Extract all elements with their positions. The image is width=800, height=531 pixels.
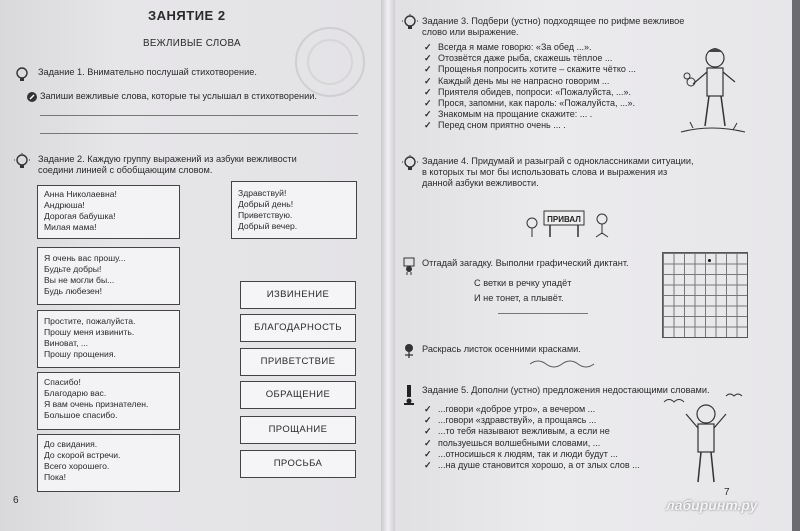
rhyme-item: ✓ Прося, запомни, как пароль: «Пожалуйста, ...». [424,98,636,109]
completion-item: ✓ ...то тебя называют вежливым, а если не [424,426,640,437]
phrase: Большое спасибо. [44,410,118,420]
answer-line[interactable] [40,115,358,116]
phrase-group-address[interactable] [37,185,180,239]
phrase-group-gratitude[interactable] [37,372,180,430]
phrase-group-farewell[interactable] [37,434,180,492]
task4-text-line3: данной азбуки вежливости. [422,178,539,188]
leaf-doodle-decoration [528,358,598,370]
watermark: лабиринт.ру [666,497,758,513]
bulb-icon [402,155,418,171]
page-number: 6 [13,495,19,506]
riddle-line2: И не тонет, а плывёт. [474,293,564,303]
rhyme-item: ✓ Перед сном приятно очень ... . [424,120,636,131]
lesson-title: ЗАНЯТИЕ 2 [148,8,226,23]
lesson-subtitle: ВЕЖЛИВЫЕ СЛОВА [143,38,241,49]
phrase: Андрюша! [44,200,85,210]
graphic-dictation-grid[interactable] [662,252,748,338]
phrase: Анна Николаевна! [44,189,117,199]
background-ornament [290,22,370,102]
rhyme-item: ✓ Отозвётся даже рыба, скажешь тёплое ... [424,53,636,64]
page-number: 7 [724,487,730,498]
rhyme-list [424,42,636,132]
phrase-group-request[interactable] [37,247,180,305]
left-page [0,0,388,531]
phrase: Будьте добры! [44,264,102,274]
phrase-group-apology[interactable] [37,310,180,368]
task1-instruction: Запиши вежливые слова, которые ты услышал в стихотворении. [40,91,317,101]
task5-text: Задание 5. Дополни (устно) предложения недостающими словами. [422,385,710,395]
phrase: Прошу меня извинить. [44,327,135,337]
pencil-bullet-icon [26,91,38,103]
grid-start-dot [708,259,711,262]
phrase: Прошу прощения. [44,349,116,359]
phrase: До свидания. [44,439,98,449]
rhyme-item: ✓ Всегда я маме говорю: «За обед ...». [424,42,636,53]
completion-item: ✓ ...на душе становится хорошо, а от злых слов ... [424,460,640,471]
label-greeting[interactable]: ПРИВЕТСТВИЕ [240,348,356,376]
paint-figure-icon [402,343,416,361]
phrase: Я очень вас прошу... [44,253,126,263]
phrase: Милая мама! [44,222,97,232]
rhyme-item: ✓ Прощенья попросить хотите – скажите чётко ... [424,64,636,75]
completion-item: ✓ ...относишься к людям, так и люди будут ... [424,449,640,460]
phrase: Будь любезен! [44,286,102,296]
bulb-question-icon [14,66,30,82]
rhyme-item: ✓ Приятеля обидев, попроси: «Пожалуйста, ...». [424,87,636,98]
task2-text-line2: соедини линией с обобщающим словом. [38,165,213,175]
task3-text-line1: Задание 3. Подбери (устно) подходящее по рифме вежливое [422,16,685,26]
task3-text-line2: слово или выражение. [422,27,519,37]
bulb-icon [14,153,30,169]
completion-list [424,404,640,471]
label-gratitude[interactable]: БЛАГОДАРНОСТЬ [240,314,356,342]
riddle-intro: Отгадай загадку. Выполни графический диктант. [422,258,629,268]
label-farewell[interactable]: ПРОЩАНИЕ [240,416,356,444]
riddle-line1: С ветки в речку упадёт [474,278,572,288]
answer-line[interactable] [498,313,588,314]
phrase-group-greeting[interactable] [231,181,357,239]
task2-text-line1: Задание 2. Каждую группу выражений из азбуки вежливости [38,154,297,164]
puzzle-figure-icon [402,257,416,275]
rhyme-item: ✓ Каждый день мы не напрасно говорим ... [424,76,636,87]
right-page [388,0,792,531]
phrase: Здравствуй! [238,188,287,198]
completion-item: ✓ ...говори «здравствуй», а прощаясь ... [424,415,640,426]
task1-text: Задание 1. Внимательно послушай стихотворение. [38,67,257,77]
paint-instruction: Раскрась листок осенними красками. [422,344,581,354]
task4-text-line1: Задание 4. Придумай и разыграй с одноклассниками ситуации, [422,156,694,166]
boy-with-flowers-illustration [673,40,753,138]
completion-item: ✓ ...говори «доброе утро», а вечером ... [424,404,640,415]
boy-with-birds-illustration [656,388,748,488]
phrase: До скорой встречи. [44,450,121,460]
rest-stop-sign-illustration [524,205,616,239]
book-spine [381,0,395,531]
label-request[interactable]: ПРОСЬБА [240,450,356,478]
phrase: Приветствую. [238,210,293,220]
answer-line[interactable] [40,133,358,134]
phrase: Добрый вечер. [238,221,298,231]
phrase: Пока! [44,472,67,482]
phrase: Добрый день! [238,199,294,209]
label-apology[interactable]: ИЗВИНЕНИЕ [240,281,356,309]
phrase: Я вам очень признателен. [44,399,149,409]
phrase: Спасибо! [44,377,81,387]
phrase: Дорогая бабушка! [44,211,116,221]
phrase: Всего хорошего. [44,461,110,471]
phrase: Благодарю вас. [44,388,107,398]
completion-item: ✓ пользуешься волшебными словами, ... [424,438,640,449]
task4-text-line2: в которых ты мог бы использовать слова и выражения из [422,167,668,177]
sign-text: ПРИВАЛ [547,215,581,224]
rhyme-item: ✓ Знакомым на прощание скажите: ... . [424,109,636,120]
bulb-icon [402,14,418,30]
phrase: Простите, пожалуйста. [44,316,136,326]
exclamation-icon [402,384,416,406]
label-address[interactable]: ОБРАЩЕНИЕ [240,381,356,409]
phrase: Вы не могли бы... [44,275,115,285]
phrase: Виноват, ... [44,338,89,348]
